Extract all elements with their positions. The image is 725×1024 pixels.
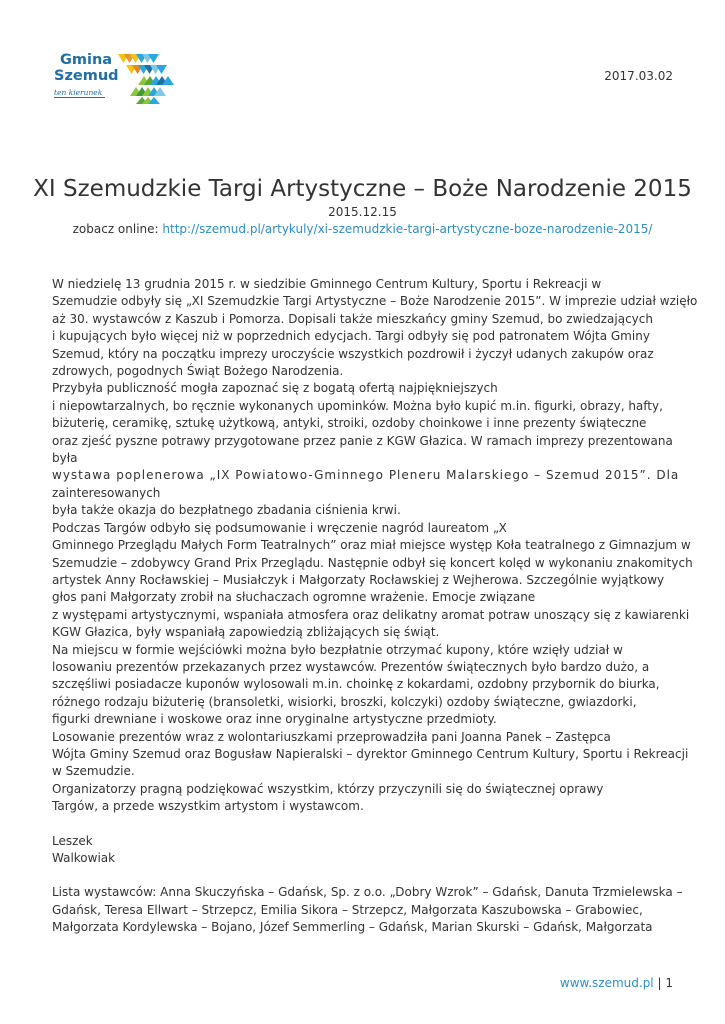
gmina-szemud-logo: [52, 48, 180, 104]
body-line: Szemudzie odbyły się „XI Szemudzkie Targi Artystyczne – Boże Narodzenie 2015”. W imprezie udział wzięło: [52, 294, 698, 309]
body-line: była także okazja do bezpłatnego zbadania ciśnienia krwi.: [52, 503, 401, 518]
footer-site-link[interactable]: www.szemud.pl: [559, 976, 654, 990]
body-line: Targów, a przede wszystkim artystom i wystawcom.: [52, 799, 364, 814]
exhibitors-line: Gdańsk, Teresa Ellwart – Strzepcz, Emilia Sikora – Strzepcz, Małgorzata Kaszubowska – Grabowiec,: [52, 902, 643, 917]
logo-slogan: ten kierunek: [54, 88, 105, 98]
exhibitors-line: Małgorzata Kordylewska – Bojano, Józef Semmerling – Gdańsk, Marian Skurski – Gdańsk, Małgorzata: [52, 920, 653, 935]
body-line: Wójta Gminy Szemud oraz Bogusław Napieralski – dyrektor Gminnego Centrum Kultury, Sportu i Rekreacji: [52, 746, 689, 761]
online-url-link[interactable]: http://szemud.pl/artykuly/xi-szemudzkie-targi-artystyczne-boze-narodzenie-2015/: [162, 222, 653, 236]
body-line: Szemud, który na początku imprezy uroczyście wszystkich pozdrowił i życzył udanych zakupów oraz: [52, 346, 654, 361]
body-line: zainteresowanych: [52, 485, 161, 500]
paragraph-gap: [52, 816, 677, 833]
page-footer: [560, 976, 673, 990]
body-line: zdrowych, pogodnych Świąt Bożego Narodzenia.: [52, 364, 344, 379]
body-line: artystek Anny Rocławskiej – Musiałczyk i Małgorzaty Rocławskiej z Wejherowa. Szczególnie wyjątkowy: [52, 572, 665, 587]
body-line: i niepowtarzalnych, bo ręcznie wykonanych upominków. Można było kupić m.in. figurki, obrazy, hafty,: [52, 398, 663, 413]
article-date: 2015.12.15: [328, 205, 397, 219]
body-line: była: [52, 451, 78, 466]
body-line: losowaniu prezentów przekazanych przez wystawców. Prezentów świątecznych było bardzo dużo, a: [52, 659, 650, 674]
body-line: biżuterię, ceramikę, sztukę użytkową, antyki, stroiki, ozdoby choinkowe i inne prezenty świąteczne: [52, 416, 647, 431]
body-line: Na miejscu w formie wejściówki można było bezpłatnie otrzymać kupony, które wzięły udział w: [52, 642, 623, 657]
online-link-row: [0, 222, 725, 236]
body-line: KGW Głazica, były wspaniałą zapowiedzią zbliżających się świąt.: [52, 625, 440, 640]
body-line: Szemudzie – zdobywcy Grand Prix Przeglądu. Następnie odbył się koncert kolęd w wykonaniu znakomitych: [52, 555, 693, 570]
author-last-name: Walkowiak: [52, 851, 116, 865]
body-line: Podczas Targów odbyło się podsumowanie i wręczenie nagród laureatom „X: [52, 520, 507, 535]
body-line: głos pani Małgorzaty zrobił na słuchaczach ogromne wrażenie. Emocje związane: [52, 590, 536, 605]
logo-text-line2: Szemud: [54, 68, 119, 84]
body-line: wystawa poplenerowa „IX Powiatowo-Gminnego Pleneru Malarskiego – Szemud 2015”. Dla: [52, 468, 680, 483]
body-line: Gminnego Przeglądu Małych Form Teatralnych” oraz miał miejsce występ Koła teatralnego z Gimnazjum w: [52, 538, 691, 553]
body-line: Przybyła publiczność mogła zapoznać się z bogatą ofertą najpiękniejszych: [52, 381, 498, 396]
body-line: figurki drewniane i woskowe oraz inne oryginalne artystyczne przedmioty.: [52, 712, 497, 727]
body-line: i kupujących było więcej niż w poprzednich edycjach. Targi odbyły się pod patronatem Wójta Gminy: [52, 329, 650, 344]
article-title: XI Szemudzkie Targi Artystyczne – Boże Narodzenie 2015: [33, 176, 692, 202]
body-line: w Szemudzie.: [52, 764, 135, 779]
page-number: 1: [665, 976, 673, 990]
exhibitors-line: Lista wystawców: Anna Skuczyńska – Gdańsk, Sp. z o.o. „Dobry Wzrok” – Gdańsk, Danuta Trzmielewska –: [52, 885, 683, 900]
body-line: z występami artystycznymi, wspaniała atmosfera oraz delikatny aromat potraw unoszący się z kawiarenki: [52, 607, 690, 622]
footer-separator: |: [657, 976, 662, 990]
body-line: Losowanie prezentów wraz z wolontariuszkami przeprowadziła pani Joanna Panek – Zastępca: [52, 729, 611, 744]
logo-text-line1: Gmina: [60, 52, 113, 68]
body-line: różnego rodzaju biżuterię (bransoletki, wisiorki, broszki, kolczyki) ozdoby świąteczne, gwiazdorki,: [52, 694, 637, 709]
logo-triangles-icon: [118, 50, 176, 104]
paragraph-gap: [52, 867, 677, 884]
body-line: aż 30. wystawców z Kaszub i Pomorza. Dopisali także mieszkańcy gminy Szemud, bo zwiedzających: [52, 311, 653, 326]
author-first-name: Leszek: [52, 833, 93, 848]
article-body: [52, 276, 698, 937]
body-line: Organizatorzy pragną podziękować wszystkim, którzy przyczynili się do świątecznej oprawy: [52, 781, 604, 796]
body-line: szczęśliwi posiadacze kuponów wylosowali m.in. choinkę z kokardami, ozdobny przybornik do biurka,: [52, 677, 660, 692]
header-date: 2017.03.02: [604, 69, 673, 83]
body-line: W niedzielę 13 grudnia 2015 r. w siedzibie Gminnego Centrum Kultury, Sportu i Rekreacji w: [52, 277, 602, 291]
body-line: oraz zjeść pyszne potrawy przygotowane przez panie z KGW Głazica. W ramach imprezy prezentowana: [52, 433, 673, 448]
online-label: zobacz online:: [72, 222, 159, 236]
